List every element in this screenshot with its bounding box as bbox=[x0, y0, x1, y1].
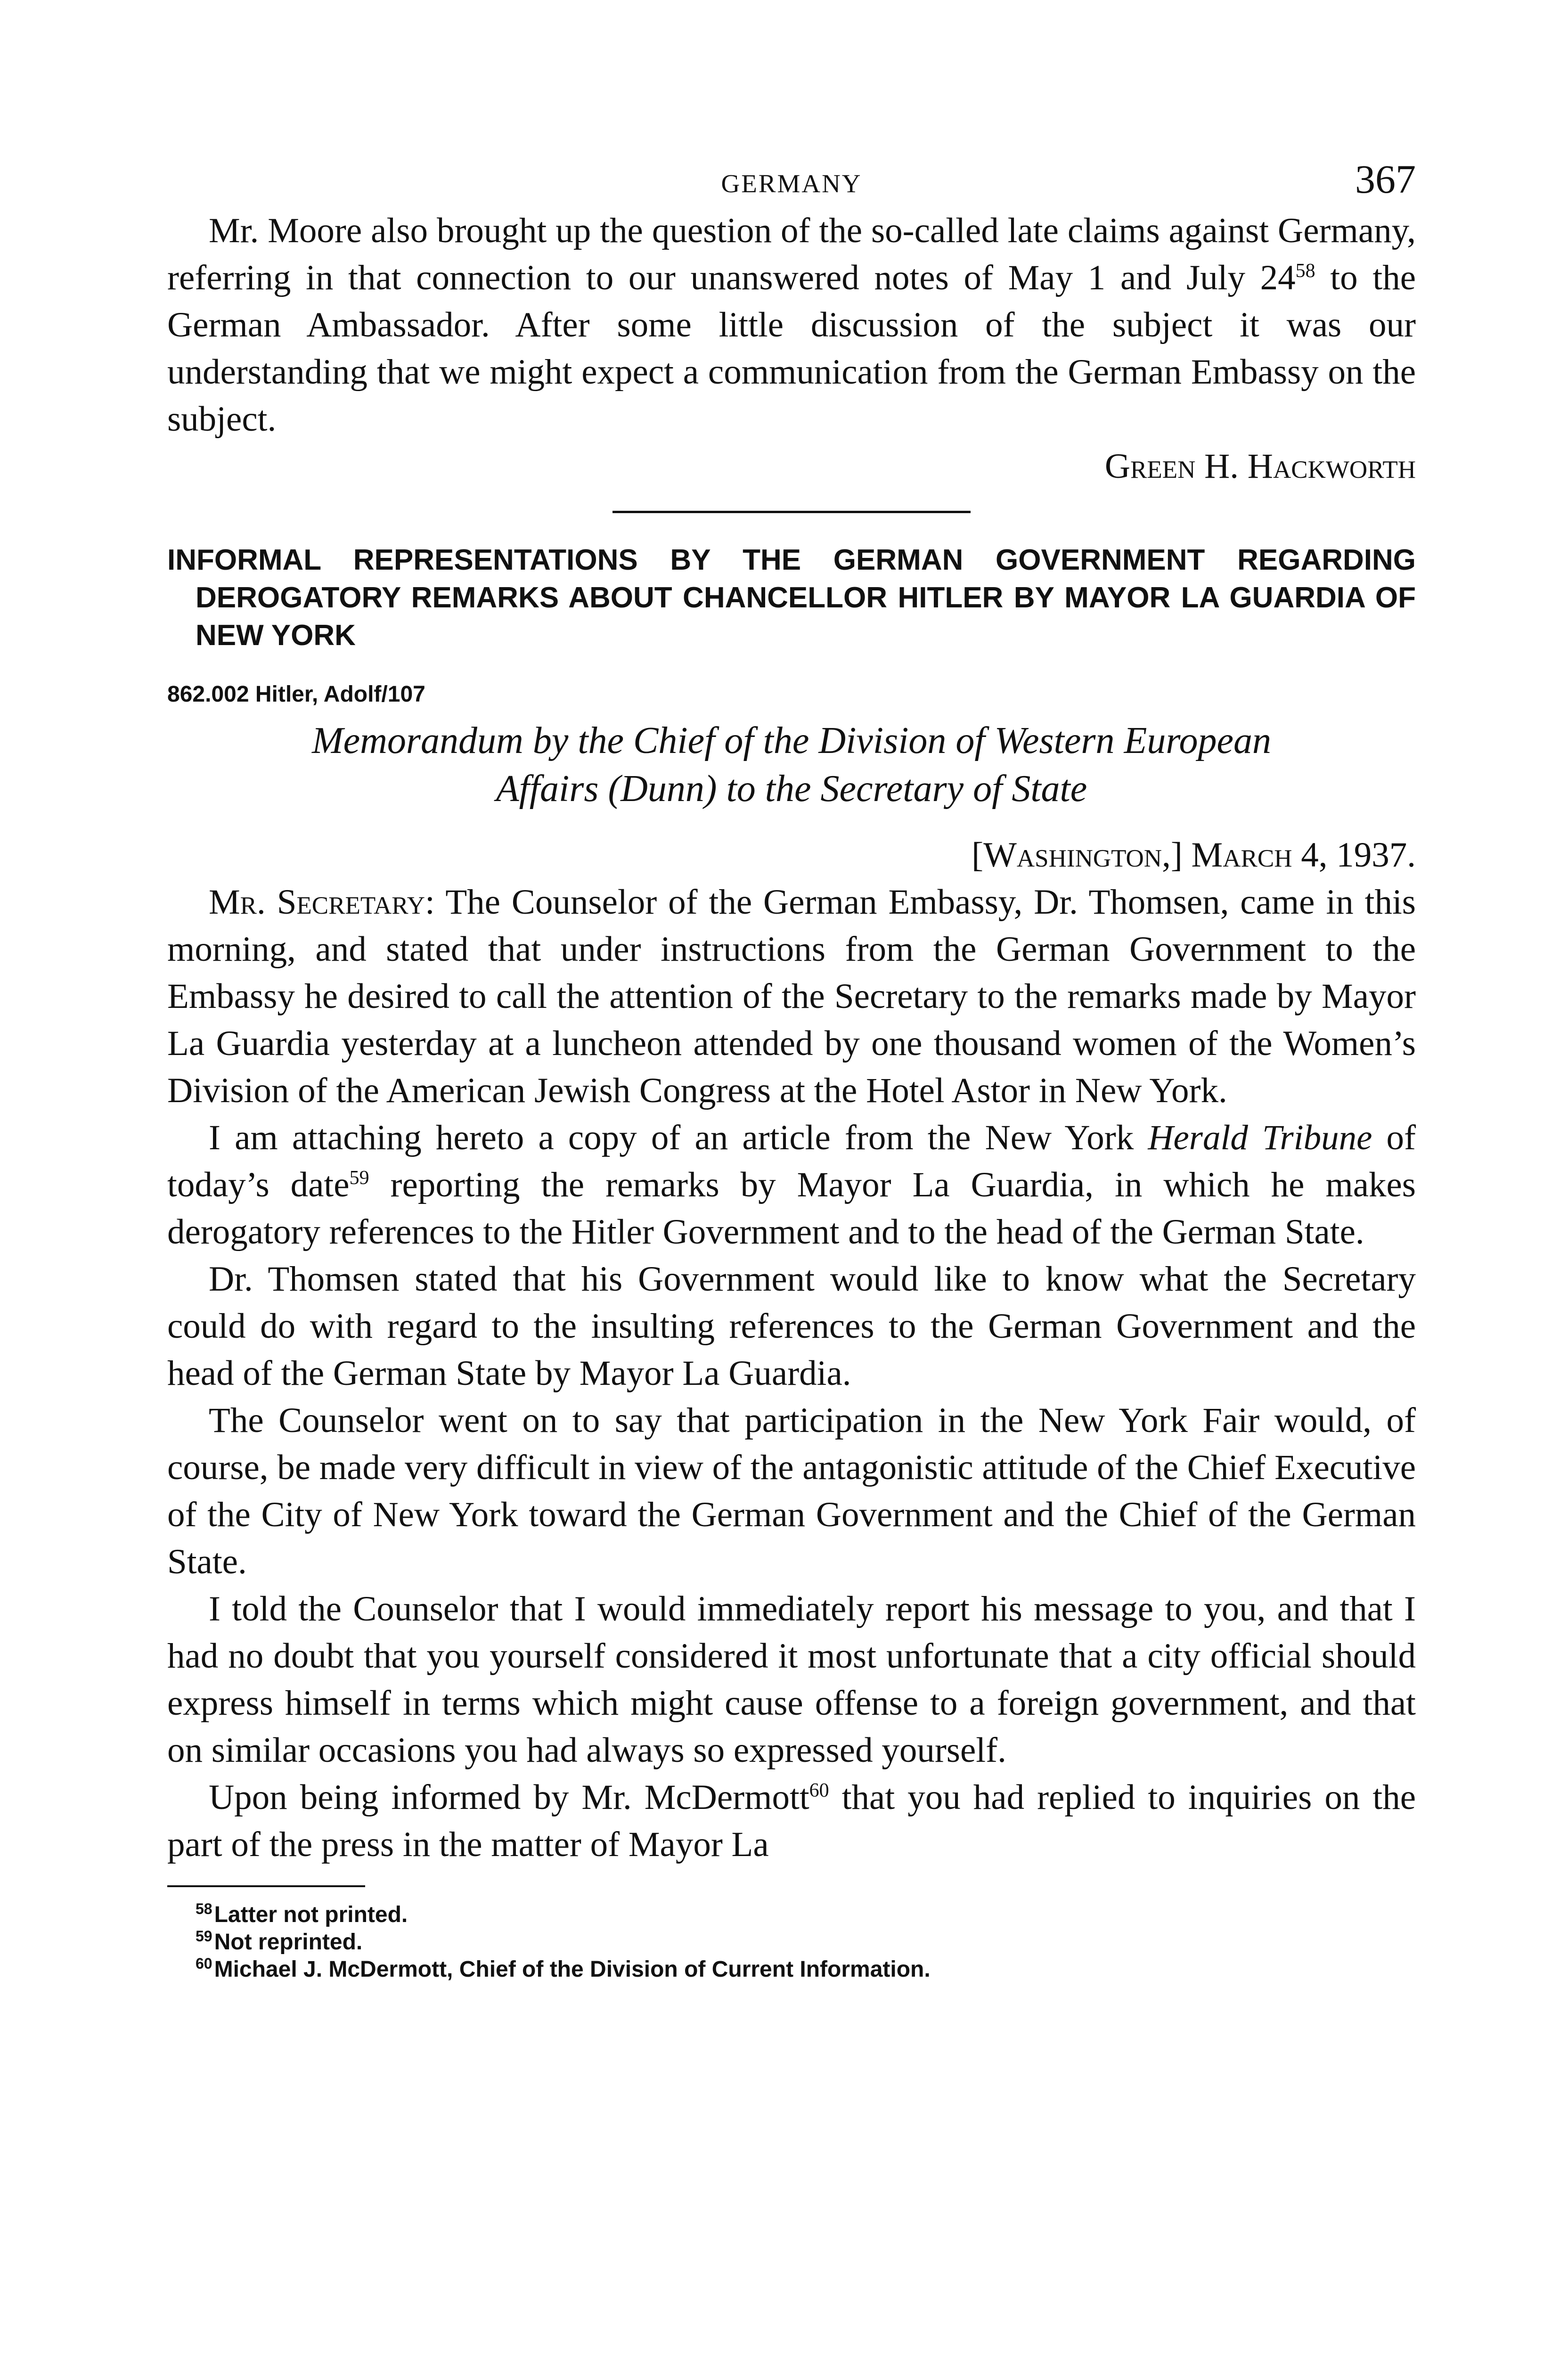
footnote-text: Michael J. McDermott, Chief of the Division of Current Information. bbox=[214, 1957, 931, 1982]
opening-text-1: Mr. Moore also brought up the question of the so-called late claims against Germany, referring in that connection to our unanswered notes of May 1 and July 24 bbox=[167, 211, 1416, 297]
footnote bbox=[167, 1956, 1416, 1983]
footnote-number: 59 bbox=[196, 1928, 212, 1945]
memo-paragraph-1 bbox=[167, 879, 1416, 1114]
memo-p1-text: The Counselor of the German Embassy, Dr. Thomsen, came in this morning, and stated that under instructions from the German Government to the Embassy he desired to call the attention of the Secretary to the remarks made by Mayor La Guardia yesterday at a luncheon attended by one thousand women of the Women’s Division of the American Jewish Congress at the Hotel Astor in New York. bbox=[167, 883, 1416, 1110]
memo-p6-text-a: Upon being informed by Mr. McDermott bbox=[209, 1778, 809, 1817]
memo-body bbox=[167, 879, 1416, 1868]
dateline: [Washington,] March 4, 1937. bbox=[972, 835, 1416, 875]
footnote-ref-59: 59 bbox=[349, 1167, 369, 1189]
memo-paragraph-2 bbox=[167, 1114, 1416, 1256]
section-divider bbox=[612, 511, 971, 513]
document-title-line-1: Memorandum by the Chief of the Division of Western European bbox=[311, 720, 1271, 761]
memo-paragraph-5: I told the Counselor that I would immediately report his message to you, and that I had no doubt that you yourself considered it most unfortunate that a city official should express himself in terms which might cause offense to a foreign government, and that on similar occasions you had always so expressed yourself. bbox=[167, 1589, 1416, 1770]
memo-p2-text-b: of today’s date bbox=[167, 1118, 1416, 1204]
document-page bbox=[167, 155, 1416, 1983]
memo-paragraph-3: Dr. Thomsen stated that his Government would like to know what the Secretary could do with regard to the insulting references to the German Government and the head of the German State by Mayor La Guardia. bbox=[167, 1260, 1416, 1393]
footnote-ref-58: 58 bbox=[1295, 260, 1315, 282]
document-title bbox=[167, 717, 1416, 813]
memo-paragraph-6 bbox=[167, 1774, 1416, 1868]
memo-paragraph-4: The Counselor went on to say that participation in the New York Fair would, of course, be made very difficult in view of the antagonistic attitude of the Chief Executive of the City of New York toward the German Government and the Chief of the German State. bbox=[167, 1401, 1416, 1581]
footnote bbox=[167, 1901, 1416, 1929]
page-number: 367 bbox=[1355, 156, 1416, 202]
memo-p6-text-b: that you had replied to inquiries on the part of the press in the matter of Mayor La bbox=[167, 1778, 1416, 1864]
footnote-text: Latter not printed. bbox=[214, 1902, 408, 1927]
footnote-text: Not reprinted. bbox=[214, 1930, 363, 1955]
opening-text-2: to the German Ambassador. After some little discussion of the subject it was our understanding that we might expect a communication from the German Embassy on the subject. bbox=[167, 258, 1416, 439]
footnote-ref-60: 60 bbox=[809, 1780, 829, 1801]
opening-paragraph bbox=[167, 207, 1416, 443]
signature: Green H. Hackworth bbox=[1104, 447, 1416, 486]
footnote-number: 60 bbox=[196, 1955, 212, 1972]
running-head-title: GERMANY bbox=[721, 169, 862, 198]
running-head bbox=[167, 155, 1416, 207]
memo-p2-text-c: reporting the remarks by Mayor La Guardia, in which he makes derogatory references to the Hitler Government and to the head of the German State. bbox=[167, 1165, 1416, 1252]
footnote bbox=[167, 1929, 1416, 1956]
memo-p2-text-a: I am attaching hereto a copy of an article from the New York bbox=[209, 1118, 1148, 1157]
footnote-number: 58 bbox=[196, 1900, 212, 1917]
footnote-divider bbox=[167, 1885, 365, 1887]
newspaper-title: Herald Tribune bbox=[1148, 1118, 1372, 1157]
document-title-line-2: Affairs (Dunn) to the Secretary of State bbox=[496, 768, 1087, 810]
salutation: Mr. Secretary: bbox=[209, 883, 435, 922]
file-reference: 862.002 Hitler, Adolf/107 bbox=[167, 682, 425, 707]
section-heading: INFORMAL REPRESENTATIONS BY THE GERMAN GOVERNMENT REGARDING DEROGATORY REMARKS ABOUT CHANCELLOR HITLER BY MAYOR LA GUARDIA OF NEW YORK bbox=[167, 544, 1416, 652]
